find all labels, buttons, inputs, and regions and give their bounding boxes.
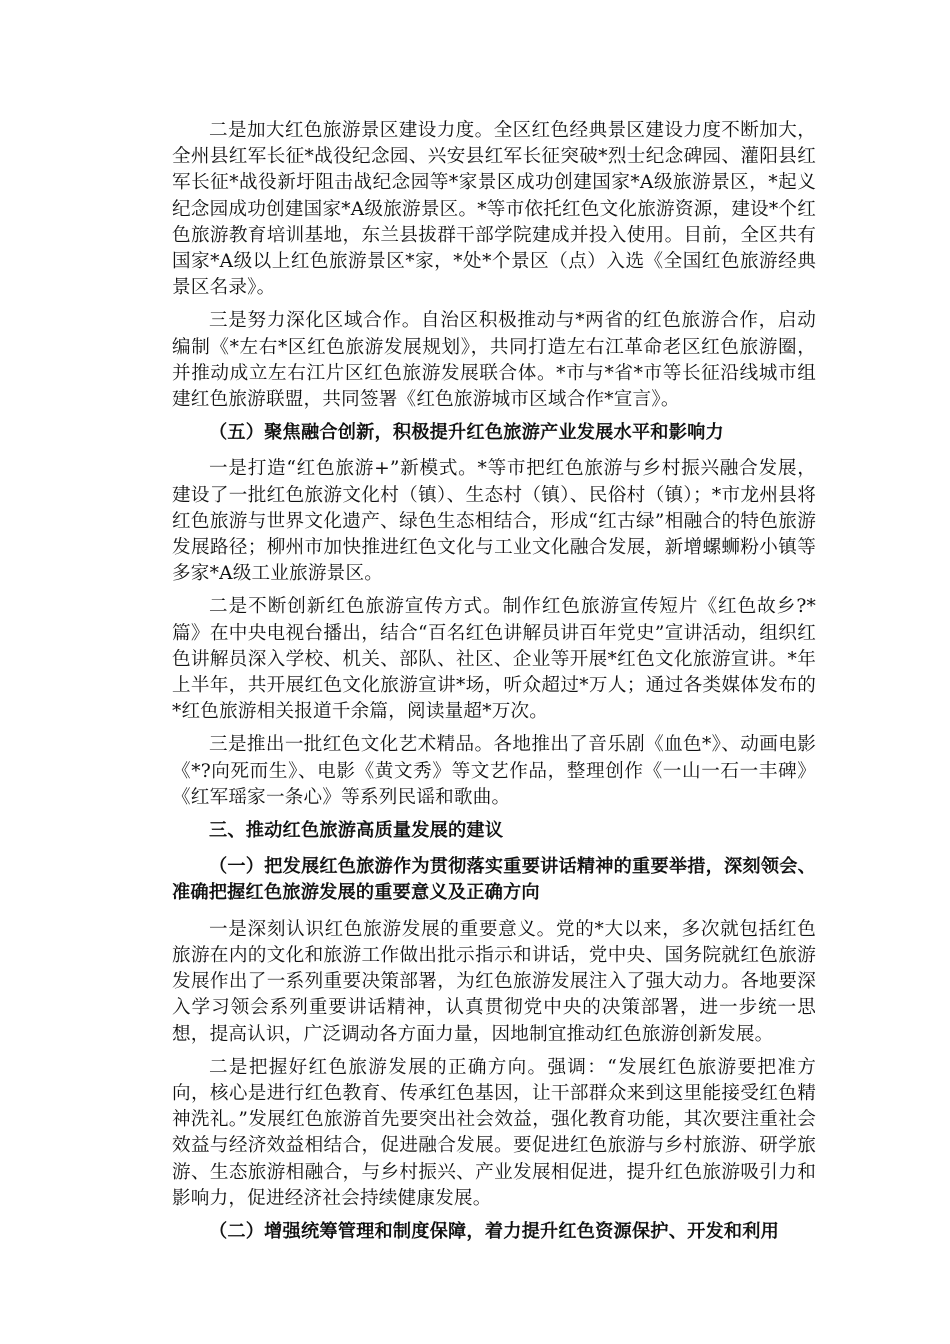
heading-subsection-one: （一）把发展红色旅游作为贯彻落实重要讲话精神的重要举措，深刻领会、准确把握红色旅游发展的重要意义及正确方向 [172, 856, 816, 904]
paragraph-new-model: 一是打造“红色旅游+”新模式。*等市把红色旅游与乡村振兴融合发展，建设了一批红色旅游文化村（镇）、生态村（镇）、民俗村（镇）；*市龙州县将红色旅游与世界文化遗产、绿色生态相结合，形成“红古绿”相融合的特色旅游发展路径；柳州市加快推进红色文化与工业文化融合发展，新增螺蛳粉小镇等多家*A级工业旅游景区。 [172, 458, 816, 585]
paragraph-regional-cooperation: 三是努力深化区域合作。自治区积极推动与*两省的红色旅游合作，启动编制《*左右*区红色旅游发展规划》，共同打造左右江革命老区红色旅游圈，并推动成立左右江片区红色旅游发展联合体。*市与*省*市等长征沿线城市组建红色旅游联盟，共同签署《红色旅游城市区域合作*宣言》。 [172, 310, 816, 411]
heading-section-five: （五）聚焦融合创新，积极提升红色旅游产业发展水平和影响力 [209, 422, 724, 444]
paragraph-promotion-methods: 二是不断创新红色旅游宣传方式。制作红色旅游宣传短片《红色故乡?*篇》在中央电视台播出，结合“百名红色讲解员讲百年党史”宣讲活动，组织红色讲解员深入学校、机关、部队、社区、企业等开展*红色文化旅游宣讲。*年上半年，共开展红色文化旅游宣讲*场，听众超过*万人；通过各类媒体发布的*红色旅游相关报道千余篇，阅读量超*万次。 [172, 596, 816, 723]
paragraph-importance: 一是深刻认识红色旅游发展的重要意义。党的*大以来，多次就包括红色旅游在内的文化和旅游工作做出批示指示和讲话，党中央、国务院就红色旅游发展作出了一系列重要决策部署，为红色旅游发展注入了强大动力。各地要深入学习领会系列重要讲话精神，认真贯彻党中央的决策部署，进一步统一思想，提高认识，广泛调动各方面力量，因地制宜推动红色旅游创新发展。 [172, 918, 816, 1045]
paragraph-art-works: 三是推出一批红色文化艺术精品。各地推出了音乐剧《血色*》、动画电影《*?向死而生》、电影《黄文秀》等文艺作品，整理创作《一山一石一丰碑》《红军瑶家一条心》等系列民谣和歌曲。 [172, 734, 816, 808]
paragraph-scenic-area-construction: 二是加大红色旅游景区建设力度。全区红色经典景区建设力度不断加大，全州县红军长征*战役纪念园、兴安县红军长征突破*烈士纪念碑园、灌阳县红军长征*战役新圩阻击战纪念园等*家景区成功创建国家*A级旅游景区，*起义纪念园成功创建国家*A级旅游景区。*等市依托红色文化旅游资源，建设*个红色旅游教育培训基地，东兰县拔群干部学院建成并投入使用。目前，全区共有国家*A级以上红色旅游景区*家，*处*个景区（点）入选《全国红色旅游经典景区名录》。 [172, 120, 816, 299]
heading-subsection-two: （二）增强统筹管理和制度保障，着力提升红色资源保护、开发和利用 [209, 1220, 780, 1242]
document-page [172, 118, 816, 1255]
heading-part-three: 三、推动红色旅游高质量发展的建议 [209, 820, 504, 842]
paragraph-direction: 二是把握好红色旅游发展的正确方向。强调：“发展红色旅游要把准方向，核心是进行红色教育、传承红色基因，让干部群众来到这里能接受红色精神洗礼。”发展红色旅游首先要突出社会效益，强化教育功能，其次要注重社会效益与经济效益相结合，促进融合发展。要促进红色旅游与乡村旅游、研学旅游、生态旅游相融合，与乡村振兴、产业发展相促进，提升红色旅游吸引力和影响力，促进经济社会持续健康发展。 [172, 1056, 816, 1209]
